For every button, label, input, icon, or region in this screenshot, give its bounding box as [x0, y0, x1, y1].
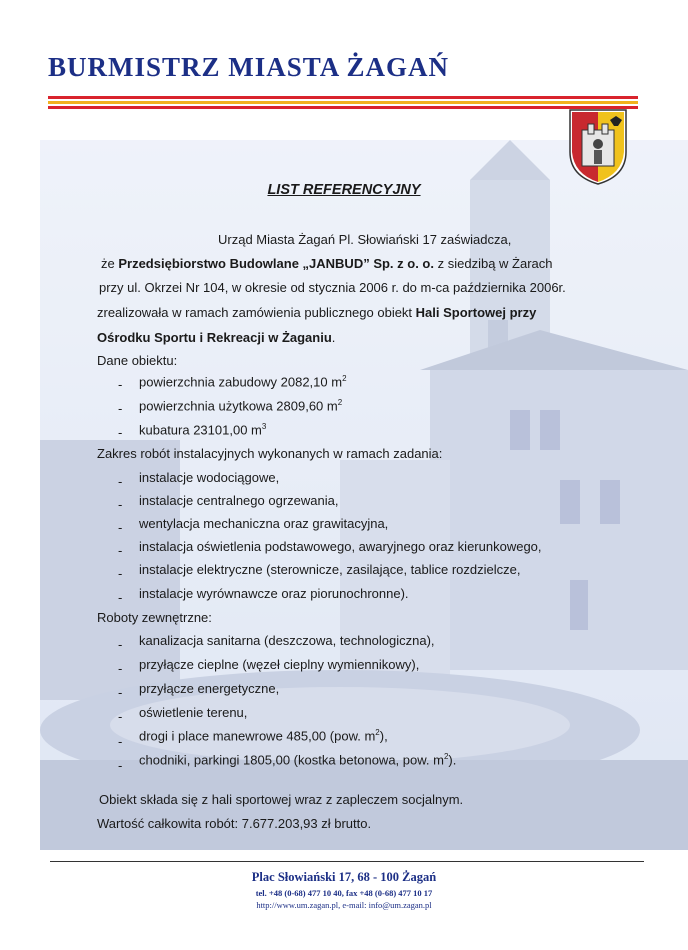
footer-web: http://www.um.zagan.pl, e-mail: info@um.zagan.pl	[256, 900, 432, 910]
list-item: oświetlenie terenu,	[139, 705, 248, 720]
intro-text: z siedzibą w Żarach	[434, 256, 553, 271]
list-item-text: ),	[379, 728, 388, 744]
list-dash: -	[118, 709, 123, 724]
intro-line-4	[97, 305, 536, 320]
list-item-text: powierzchnia zabudowy 2082,10 m	[139, 374, 343, 390]
intro-text: że	[101, 256, 119, 271]
closing-line-1: Obiekt składa się z hali sportowej wraz z zapleczem socjalnym.	[99, 792, 464, 807]
intro-line-5	[97, 330, 335, 345]
list-dash: -	[118, 661, 123, 676]
list-item: instalacje elektryczne (sterownicze, zasilające, tablice rozdzielcze,	[139, 562, 521, 577]
object-name: Hali Sportowej przy	[415, 305, 537, 320]
zakres-heading: Zakres robót instalacyjnych wykonanych w ramach zadania:	[97, 446, 443, 461]
list-item	[139, 422, 266, 437]
superscript: 2	[443, 752, 449, 761]
list-dash: -	[118, 734, 123, 749]
object-name: Ośrodku Sportu i Rekreacji w Żaganiu	[97, 330, 332, 345]
list-item	[139, 374, 347, 389]
intro-line-1: Urząd Miasta Żagań Pl. Słowiański 17 zaświadcza,	[218, 232, 512, 247]
list-item: kanalizacja sanitarna (deszczowa, technologiczna),	[139, 633, 435, 648]
list-dash: -	[118, 758, 123, 773]
footer-phone: tel. +48 (0-68) 477 10 40, fax +48 (0-68) 477 10 17	[255, 888, 433, 898]
list-dash: -	[118, 377, 123, 392]
header-stripes	[48, 96, 638, 116]
list-dash: -	[118, 543, 123, 558]
list-item-text: powierzchnia użytkowa 2809,60 m	[139, 398, 338, 414]
list-item: instalacje wyrównawcze oraz piorunochronne).	[139, 586, 409, 601]
list-dash: -	[118, 401, 123, 416]
dane-heading: Dane obiektu:	[97, 353, 178, 368]
list-dash: -	[118, 685, 123, 700]
company-name: Przedsiębiorstwo Budowlane „JANBUD” Sp. z o. o.	[118, 256, 434, 271]
list-dash: -	[118, 474, 123, 489]
list-item: przyłącze cieplne (węzeł cieplny wymiennikowy),	[139, 657, 420, 672]
intro-line-2	[101, 256, 553, 271]
list-item-text: kubatura 23101,00 m	[139, 422, 262, 438]
footer-divider	[50, 861, 644, 862]
superscript: 3	[261, 422, 267, 431]
list-item: instalacje centralnego ogrzewania,	[139, 493, 339, 508]
list-item-text: ).	[448, 752, 457, 768]
list-item: instalacja oświetlenia podstawowego, awaryjnego oraz kierunkowego,	[139, 539, 542, 554]
superscript: 2	[375, 728, 380, 737]
superscript: 2	[342, 374, 347, 383]
list-dash: -	[118, 425, 123, 440]
list-item	[139, 752, 456, 767]
superscript: 2	[337, 398, 343, 407]
list-item-text: chodniki, parkingi 1805,00 (kostka betonowa, pow. m	[139, 752, 444, 768]
list-item: instalacje wodociągowe,	[139, 470, 280, 485]
list-dash: -	[118, 497, 123, 512]
closing-line-2: Wartość całkowita robót: 7.677.203,93 zł brutto.	[97, 816, 372, 831]
list-item-text: drogi i place manewrowe 485,00 (pow. m	[139, 728, 376, 744]
list-dash: -	[118, 566, 123, 581]
roboty-heading: Roboty zewnętrzne:	[97, 610, 212, 625]
footer-address: Plac Słowiański 17, 68 - 100 Żagań	[251, 870, 437, 884]
document-title: LIST REFERENCYJNY	[267, 182, 421, 198]
list-item	[139, 398, 342, 413]
coat-of-arms-icon	[566, 106, 630, 186]
list-dash: -	[118, 590, 123, 605]
list-item: przyłącze energetyczne,	[139, 681, 280, 696]
header-title: BURMISTRZ MIASTA ŻAGAŃ	[48, 52, 450, 82]
list-item	[139, 728, 388, 743]
intro-text: .	[331, 330, 336, 345]
list-dash: -	[118, 520, 123, 535]
intro-line-3: przy ul. Okrzei Nr 104, w okresie od stycznia 2006 r. do m-ca października 2006r.	[99, 280, 566, 295]
list-dash: -	[118, 637, 123, 652]
intro-text: zrealizowała w ramach zamówienia publicznego obiekt	[97, 305, 416, 320]
list-item: wentylacja mechaniczna oraz grawitacyjna,	[139, 516, 389, 531]
